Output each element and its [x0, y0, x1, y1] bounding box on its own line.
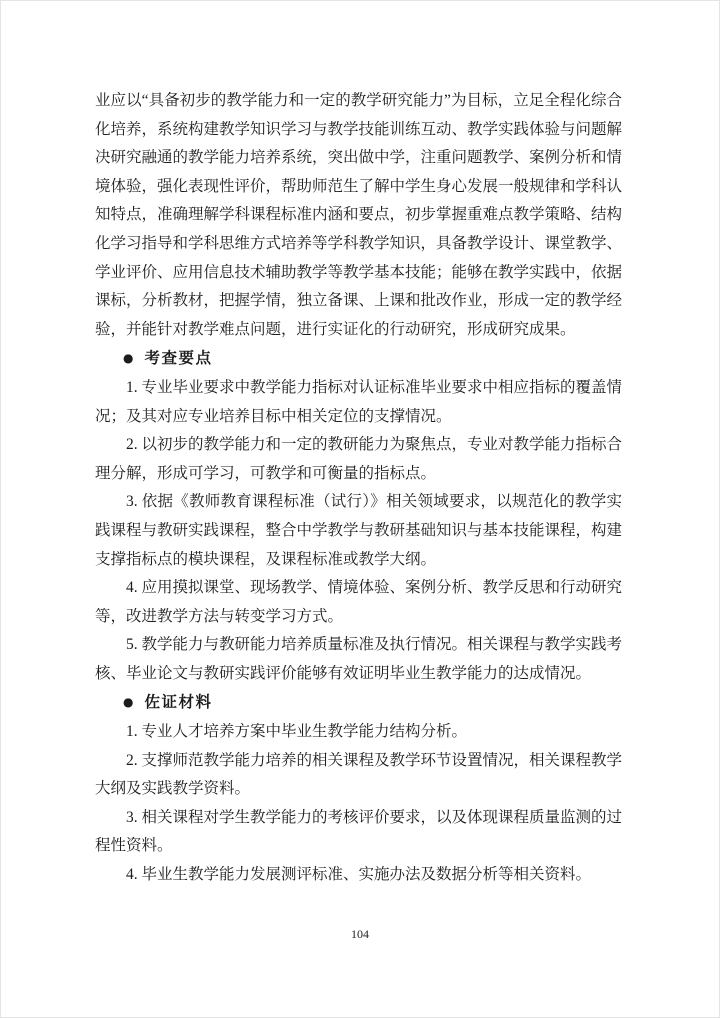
- supporting-material-item: 3. 相关课程对学生教学能力的考核评价要求，以及体现课程质量监测的过程性资料。: [95, 808, 623, 855]
- section-heading-label: 考查要点: [144, 350, 213, 368]
- exam-point-item: 1. 专业毕业要求中教学能力指标对认证标准毕业要求中相应指标的覆盖情况；及其对应专业培养目标中相关定位的支撑情况。: [95, 378, 623, 425]
- supporting-material-item: 4. 毕业生教学能力发展测评标准、实施办法及数据分析等相关资料。: [126, 866, 592, 884]
- exam-point-item: 5. 教学能力与教研能力培养质量标准及执行情况。相关课程与教学实践考核、毕业论文与教研实践评价能够有效证明毕业生教学能力的达成情况。: [95, 636, 623, 682]
- supporting-material-item: 2. 支撑师范教学能力培养的相关课程及教学环节设置情况，相关课程教学大纲及实践教学资料。: [95, 751, 623, 798]
- section-heading-label: 佐证材料: [144, 694, 213, 712]
- exam-point-item: 2. 以初步的教学能力和一定的教研能力为聚焦点，专业对教学能力指标合理分解，形成可学习，可教学和可衡量的指标点。: [95, 436, 623, 482]
- section-heading-supporting-materials: [95, 688, 622, 718]
- exam-point-item: 3. 依据《教师教育课程标准（试行）》相关领域要求，以规范化的教学实践课程与教研实践课程，整合中学教学与教研基础知识与基本技能课程，构建支撑指标点的模块课程，及课程标准或教学大纲。: [95, 493, 623, 568]
- bullet-icon: ●: [123, 351, 134, 366]
- intro-paragraph: 业应以“具备初步的教学能力和一定的教学研究能力”为目标，立足全程化综合化培养，系统构建教学知识学习与教学技能训练互动、教学实践体验与问题解决研究融通的教学能力培养系统，突出做中学，注重问题教学、案例分析和情境体验，强化表现性评价，帮助师范生了解中学生身心发展一般规律和学科认知特点，准确理解学科课程标准内涵和要点，初步掌握重难点教学策略、结构化学习指导和学科思维方式培养等学科教学知识，具备教学设计、课堂教学、学业评价、应用信息技术辅助教学等教学基本技能；能够在教学实践中，依据课标，分析教材，把握学情，独立备课、上课和批改作业，形成一定的教学经验，并能针对教学难点问题，进行实证化的行动研究，形成研究成果。: [95, 92, 623, 338]
- body-text: [95, 87, 622, 890]
- supporting-material-item: 1. 专业人才培养方案中毕业生教学能力结构分析。: [126, 723, 468, 741]
- section-heading-exam-points: [95, 344, 622, 374]
- page-number: 104: [351, 927, 369, 941]
- exam-point-item: 4. 应用摸拟课堂、现场教学、情境体验、案例分析、教学反思和行动研究等，改进教学方法与转变学习方式。: [95, 579, 623, 625]
- bullet-icon: ●: [123, 695, 134, 710]
